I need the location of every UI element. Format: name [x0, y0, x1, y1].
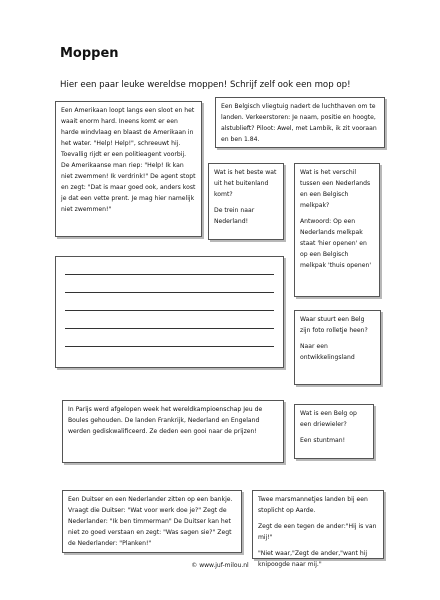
intro-text: Hier een paar leuke wereldse moppen! Schrijf zelf ook een mop op!	[60, 80, 351, 90]
joke-answer: Een stuntman!	[300, 437, 346, 444]
joke-answer: De trein naar Nederland!	[214, 207, 255, 225]
joke-text: Zegt de een tegen de ander:"Hij is van mij!"	[258, 523, 377, 541]
joke-card-fotorolletje	[294, 310, 381, 385]
copyright-footer: © www.juf-milou.nl	[191, 562, 249, 569]
joke-question: Wat is het beste wat uit het buitenland komt?	[214, 169, 277, 198]
joke-card-jeu-de-boules	[62, 400, 284, 463]
joke-text: Een Belgisch vliegtuig nadert de luchthaven om te landen. Verkeerstoren: Je naam, positie en hoogte, alstublieft? Piloot: Awel, met Lambik, ik zit vooraan en ben 1.84.	[221, 103, 377, 143]
joke-question: Wat is het verschil tussen een Nederlands en een Belgisch melkpak?	[300, 169, 371, 209]
writing-line	[65, 274, 274, 275]
writing-line	[65, 292, 274, 293]
joke-card-buitenland	[208, 163, 284, 240]
writing-line	[65, 346, 274, 347]
joke-answer: Naar een ontwikkelingsland	[300, 343, 355, 361]
joke-text: "Niet waar,"Zegt de ander,"want hij knipoogde naar mij."	[258, 550, 368, 568]
write-your-own-joke-area[interactable]	[55, 256, 284, 368]
joke-text: Een Duitser en een Nederlander zitten op een bankje. Vraagt die Duitser: "Wat voor werk doe je?" Zegt de Nederlander: "Ik ben timmerman" De Duitser kan het niet zo goed verstaan en zegt: "Was sagen sie?" Zegt de Nederlander: "Planken!"	[68, 496, 233, 547]
writing-line	[65, 328, 274, 329]
joke-text: In Parijs werd afgelopen week het wereldkampioenschap Jeu de Boules gehouden. De landen Frankrijk, Nederland en Engeland werden gediskwalificeerd. Ze deden een gooi naar de prijzen!	[68, 406, 263, 435]
joke-question: Wat is een Belg op een driewieler?	[300, 410, 357, 428]
joke-card-melkpak	[294, 163, 380, 297]
joke-card-vliegtuig	[215, 97, 385, 148]
page-title: Moppen	[60, 46, 119, 61]
joke-card-timmerman	[62, 490, 242, 553]
writing-line	[65, 310, 274, 311]
joke-answer: Antwoord: Op een Nederlands melkpak staat 'hier openen' en op een Belgisch melkpak 'thuis openen'	[300, 218, 372, 269]
joke-question: Waar stuurt een Belg zijn foto rolletje heen?	[300, 316, 368, 334]
joke-card-amerikaan	[55, 101, 202, 237]
joke-card-driewieler	[294, 404, 374, 459]
joke-text: Een Amerikaan loopt langs een sloot en het waait enorm hard. Ineens komt er een harde windvlaag en blaast de Amerikaan in het water. "Help! Help!", schreeuwt hij. Toevallig rijdt er een politieagent voorbij. De Amerikaanse man riep: "Help! Ik kan niet zwemmen! Ik verdrink!" De agent stopt en zegt: "Dat is maar goed ook, anders kost je dat een vette prent. Je mag hier namelijk niet zwemmen!"	[61, 107, 196, 213]
joke-text: Twee marsmannetjes landen bij een stoplicht op Aarde.	[258, 496, 368, 514]
joke-card-marsmannetjes	[252, 490, 384, 568]
